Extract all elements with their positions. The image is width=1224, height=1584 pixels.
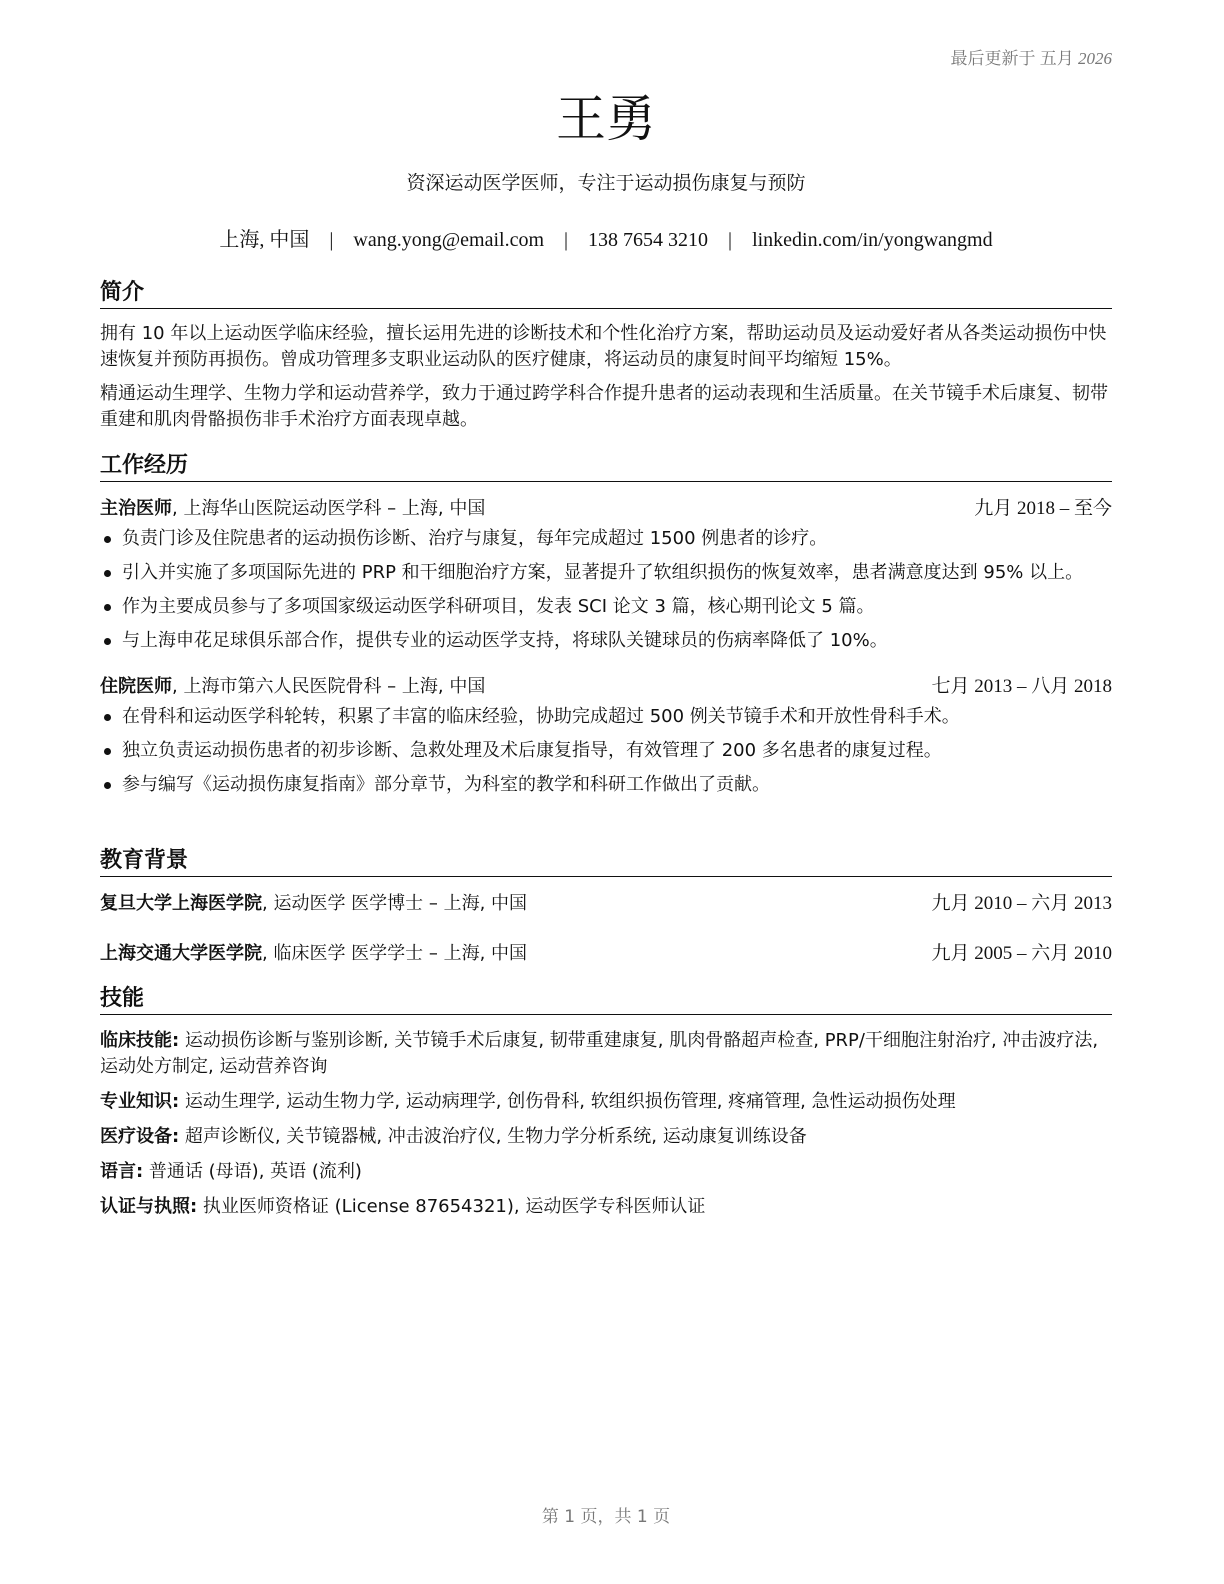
skill-value: 运动损伤诊断与鉴别诊断, 关节镜手术后康复, 韧带重建康复, 肌肉骨骼超声检查, PRP/干细胞注射治疗, 冲击波疗法, 运动处方制定, 运动营养咨询 xyxy=(100,1030,1099,1077)
contact-email[interactable]: wang.yong@email.com xyxy=(353,229,545,251)
skills-section xyxy=(100,984,1112,1220)
section-title-summary: 简介 xyxy=(100,278,1112,309)
skill-value: 执业医师资格证 (License 87654321), 运动医学专科医师认证 xyxy=(197,1196,706,1217)
resume-page xyxy=(100,0,1112,1584)
job-header xyxy=(100,496,1112,522)
school-name: 复旦大学上海医学院 xyxy=(100,893,262,914)
contact-line xyxy=(100,223,1112,252)
last-updated: 最后更新于 五月 2026 xyxy=(950,49,1112,68)
skill-label: 医疗设备: xyxy=(100,1126,180,1147)
job-bullets xyxy=(100,704,1112,798)
list-item: 作为主要成员参与了多项国家级运动医学科研项目，发表 SCI 论文 3 篇，核心期刊论文 5 篇。 xyxy=(100,594,1112,620)
skill-row xyxy=(100,1159,1112,1185)
education-item xyxy=(100,891,1112,917)
degree-detail: , 临床医学 医学学士 – 上海, 中国 xyxy=(262,943,528,964)
skill-label: 语言: xyxy=(100,1161,144,1182)
list-item: 参与编写《运动损伤康复指南》部分章节，为科室的教学和科研工作做出了贡献。 xyxy=(100,772,1112,798)
summary-section xyxy=(100,278,1112,433)
contact-separator: | xyxy=(329,229,334,251)
job-dates: 七月 2013 – 八月 2018 xyxy=(931,676,1112,697)
job-org: , 上海市第六人民医院骨科 – 上海, 中国 xyxy=(172,676,486,697)
section-title-experience: 工作经历 xyxy=(100,451,1112,482)
job-role: 主治医师 xyxy=(100,498,172,519)
list-item: 在骨科和运动医学科轮转，积累了丰富的临床经验，协助完成超过 500 例关节镜手术和开放性骨科手术。 xyxy=(100,704,1112,730)
skill-value: 普通话 (母语), 英语 (流利) xyxy=(143,1161,362,1182)
job-org: , 上海华山医院运动医学科 – 上海, 中国 xyxy=(172,498,486,519)
contact-location: 上海, 中国 xyxy=(219,229,310,251)
skill-row xyxy=(100,1028,1112,1080)
degree-detail: , 运动医学 医学博士 – 上海, 中国 xyxy=(262,893,528,914)
school-name: 上海交通大学医学院 xyxy=(100,943,262,964)
contact-linkedin[interactable]: linkedin.com/in/yongwangmd xyxy=(752,229,993,251)
skill-label: 临床技能: xyxy=(100,1030,180,1051)
job-header xyxy=(100,674,1112,700)
section-title-skills: 技能 xyxy=(100,984,1112,1015)
skill-value: 运动生理学, 运动生物力学, 运动病理学, 创伤骨科, 软组织损伤管理, 疼痛管理, 急性运动损伤处理 xyxy=(179,1091,956,1112)
section-title-education: 教育背景 xyxy=(100,846,1112,877)
list-item: 与上海申花足球俱乐部合作，提供专业的运动医学支持，将球队关键球员的伤病率降低了 10%。 xyxy=(100,628,1112,654)
summary-paragraph: 拥有 10 年以上运动医学临床经验，擅长运用先进的诊断技术和个性化治疗方案，帮助运动员及运动爱好者从各类运动损伤中快速恢复并预防再损伤。曾成功管理多支职业运动队的医疗健康，将运动员的康复时间平均缩短 15%。 xyxy=(100,323,1107,370)
education-dates: 九月 2010 – 六月 2013 xyxy=(931,893,1112,914)
education-item xyxy=(100,941,1112,967)
list-item: 负责门诊及住院患者的运动损伤诊断、治疗与康复，每年完成超过 1500 例患者的诊疗。 xyxy=(100,526,1112,552)
contact-separator: | xyxy=(564,229,569,251)
list-item: 独立负责运动损伤患者的初步诊断、急救处理及术后康复指导，有效管理了 200 多名患者的康复过程。 xyxy=(100,738,1112,764)
education-section xyxy=(100,846,1112,967)
page-footer: 第 1 页，共 1 页 xyxy=(541,1507,671,1527)
job-bullets xyxy=(100,526,1112,654)
list-item: 引入并实施了多项国际先进的 PRP 和干细胞治疗方案，显著提升了软组织损伤的恢复效率，患者满意度达到 95% 以上。 xyxy=(100,560,1112,586)
contact-phone[interactable]: 138 7654 3210 xyxy=(588,229,709,251)
experience-section xyxy=(100,451,1112,806)
job-dates: 九月 2018 – 至今 xyxy=(974,498,1112,519)
person-name: 王勇 xyxy=(556,90,656,148)
job-role: 住院医师 xyxy=(100,676,172,697)
education-dates: 九月 2005 – 六月 2010 xyxy=(931,943,1112,964)
skill-row xyxy=(100,1089,1112,1115)
headline: 资深运动医学医师，专注于运动损伤康复与预防 xyxy=(406,172,806,194)
skill-label: 认证与执照: xyxy=(100,1196,198,1217)
skill-value: 超声诊断仪, 关节镜器械, 冲击波治疗仪, 生物力学分析系统, 运动康复训练设备 xyxy=(179,1126,807,1147)
skill-row xyxy=(100,1124,1112,1150)
last-updated-year: 2026 xyxy=(1078,49,1112,68)
skill-label: 专业知识: xyxy=(100,1091,180,1112)
contact-separator: | xyxy=(728,229,733,251)
summary-paragraph: 精通运动生理学、生物力学和运动营养学，致力于通过跨学科合作提升患者的运动表现和生活质量。在关节镜手术后康复、韧带重建和肌肉骨骼损伤非手术治疗方面表现卓越。 xyxy=(100,383,1108,430)
skill-row xyxy=(100,1194,1112,1220)
